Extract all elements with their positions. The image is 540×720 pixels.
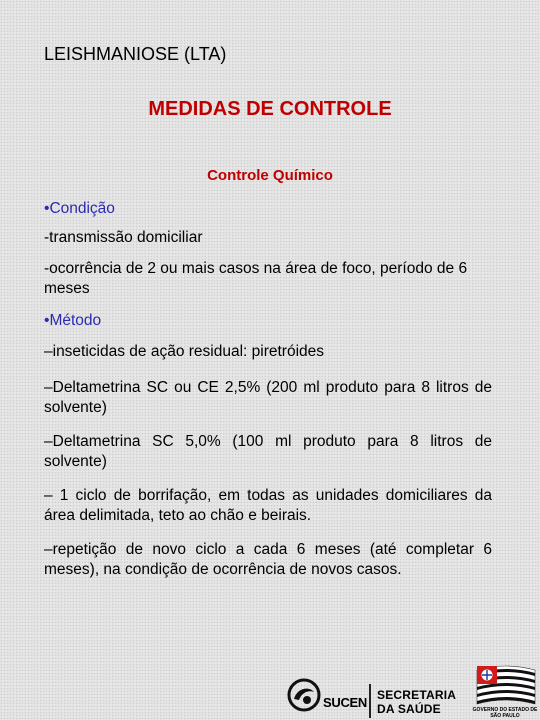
secretaria-label: SECRETARIA DA SAÚDE: [377, 688, 457, 716]
sucen-logo-icon: [287, 678, 321, 712]
bullet-icon: •: [44, 200, 50, 217]
governo-label: GOVERNO DO ESTADO DE SÃO PAULO: [472, 707, 538, 719]
list-item: –repetição de novo ciclo a cada 6 meses (até completar 6 meses), na condição de ocorrência de novos casos.: [44, 541, 492, 578]
content-body: [44, 199, 492, 580]
subtitle: Controle Químico: [207, 167, 333, 184]
list-item: –Deltametrina SC 5,0% (100 ml produto para 8 litros de solvente): [44, 433, 492, 470]
section-title: MEDIDAS DE CONTROLE: [148, 98, 392, 120]
list-item: –inseticidas de ação residual: piretróides: [44, 343, 325, 360]
sao-paulo-flag-icon: [473, 660, 539, 708]
list-item: -transmissão domiciliar: [44, 229, 203, 246]
footer-logos: [283, 660, 540, 720]
footer-divider: [369, 684, 371, 718]
list-item: – 1 ciclo de borrifação, em todas as unidades domiciliares da área delimitada, teto ao chão e beirais.: [44, 487, 492, 524]
list-item: -ocorrência de 2 ou mais casos na área de foco, período de 6 meses: [44, 260, 468, 297]
heading-metodo: •Método: [44, 312, 102, 329]
list-item: –Deltametrina SC ou CE 2,5% (200 ml produto para 8 litros de solvente): [44, 379, 492, 416]
heading-condicao: •Condição: [44, 200, 115, 217]
bullet-icon: •: [44, 312, 50, 329]
slide-title: LEISHMANIOSE (LTA): [44, 44, 227, 64]
sucen-label: SUCEN: [323, 695, 368, 710]
